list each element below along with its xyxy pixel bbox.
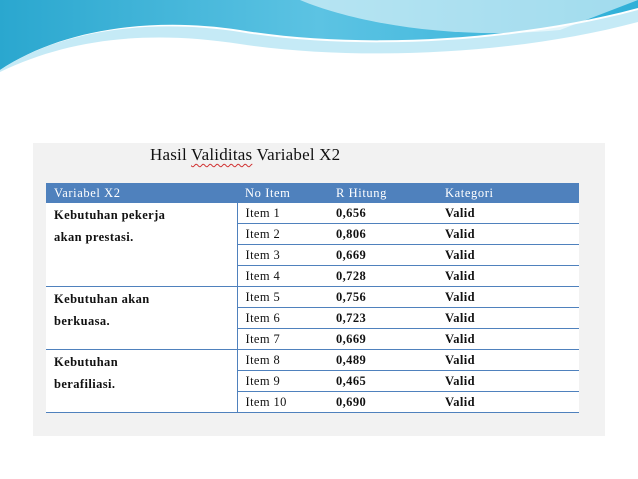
header-variabel: Variabel X2: [46, 183, 237, 203]
kategori-cell: Valid: [437, 371, 579, 392]
kategori-cell: Valid: [437, 392, 579, 413]
r-hitung-cell: 0,669: [328, 245, 437, 266]
variable-label-line: akan prestasi.: [54, 230, 134, 244]
title-word-1: Hasil: [150, 145, 187, 164]
item-cell: Item 2: [237, 224, 328, 245]
kategori-cell: Valid: [437, 224, 579, 245]
variable-label-line: Kebutuhan pekerja: [54, 208, 166, 222]
table-row: [46, 287, 579, 308]
item-cell: Item 7: [237, 329, 328, 350]
item-cell: Item 9: [237, 371, 328, 392]
kategori-cell: Valid: [437, 203, 579, 224]
item-cell: Item 3: [237, 245, 328, 266]
variable-cell: [46, 287, 237, 350]
r-hitung-cell: 0,728: [328, 266, 437, 287]
variable-label-line: Kebutuhan: [54, 355, 119, 369]
header-wave-decoration: [0, 0, 638, 80]
kategori-cell: Valid: [437, 287, 579, 308]
r-hitung-cell: 0,723: [328, 308, 437, 329]
table-row: [46, 203, 579, 224]
header-r-hitung: R Hitung: [328, 183, 437, 203]
item-cell: Item 10: [237, 392, 328, 413]
variable-label-line: Kebutuhan akan: [54, 292, 150, 306]
item-cell: Item 4: [237, 266, 328, 287]
r-hitung-cell: 0,669: [328, 329, 437, 350]
variable-cell: [46, 350, 237, 413]
table-row: [46, 350, 579, 371]
variable-label-line: berafiliasi.: [54, 377, 116, 391]
item-cell: Item 1: [237, 203, 328, 224]
kategori-cell: Valid: [437, 350, 579, 371]
item-cell: Item 5: [237, 287, 328, 308]
kategori-cell: Valid: [437, 266, 579, 287]
validity-table: [46, 183, 579, 413]
title-word-3: Variabel X2: [256, 145, 341, 164]
header-kategori: Kategori: [437, 183, 579, 203]
kategori-cell: Valid: [437, 308, 579, 329]
r-hitung-cell: 0,756: [328, 287, 437, 308]
table-body: [46, 203, 579, 413]
r-hitung-cell: 0,690: [328, 392, 437, 413]
header-no-item: No Item: [237, 183, 328, 203]
title-word-2: Validitas: [191, 145, 253, 164]
r-hitung-cell: 0,656: [328, 203, 437, 224]
variable-label-line: berkuasa.: [54, 314, 111, 328]
table-header-row: [46, 183, 579, 203]
r-hitung-cell: 0,489: [328, 350, 437, 371]
item-cell: Item 6: [237, 308, 328, 329]
r-hitung-cell: 0,465: [328, 371, 437, 392]
table-title: [150, 145, 340, 165]
kategori-cell: Valid: [437, 329, 579, 350]
r-hitung-cell: 0,806: [328, 224, 437, 245]
kategori-cell: Valid: [437, 245, 579, 266]
variable-cell: [46, 203, 237, 287]
item-cell: Item 8: [237, 350, 328, 371]
